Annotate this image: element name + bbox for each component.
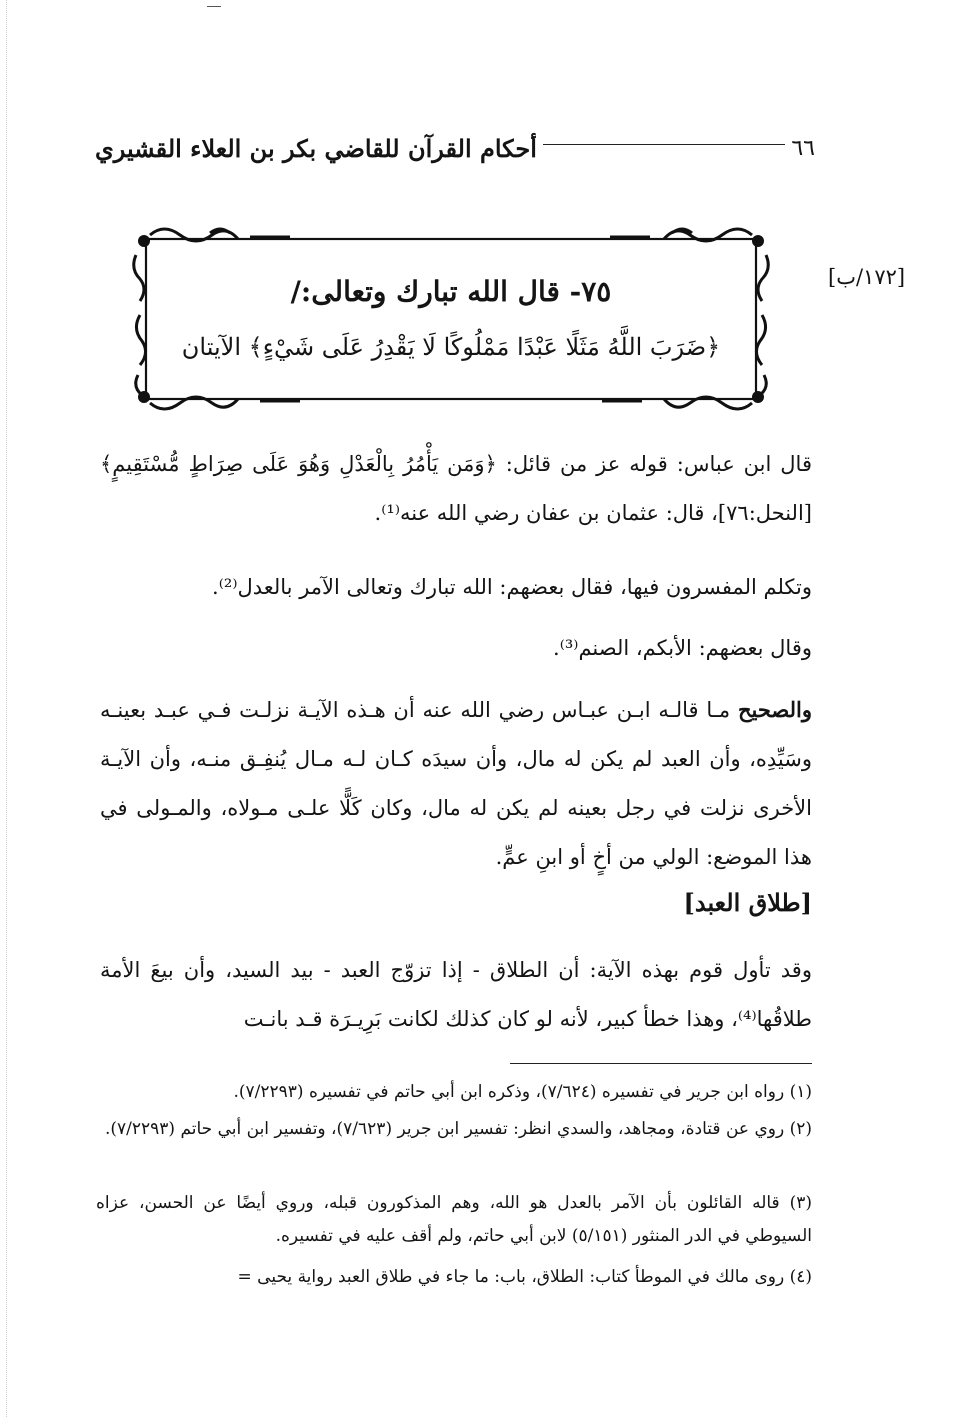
scan-top-mark <box>207 6 221 7</box>
page-number: ٦٦ <box>791 135 815 161</box>
chapter-heading: ٧٥- قال الله تبارك وتعالى:/ <box>290 275 612 308</box>
quran-verse: ﴿ضَرَبَ اللَّهُ مَثَلًا عَبْدًا مَمْلُوكًا لَا يَقْدِرُ عَلَى شَيْءٍ﴾ الآيتان <box>181 333 721 361</box>
ornament-border-icon <box>130 225 772 413</box>
bold-lead-word: والصحيح <box>737 697 812 722</box>
section-subheading: [طلاق العبد] <box>683 888 812 917</box>
ornamental-frame <box>130 225 772 413</box>
footnote-3: (٣) قاله القائلون بأن الآمر بالعدل هو الله، وهم المذكورون قبله، وروي أيضًا عن الحسن، عزاه السيوطي في الدر المنثور (٥/١٥١) لابن أبي حاتم، ولم أقف عليه في تفسيره. <box>96 1193 812 1246</box>
paragraph-divorce-of-slave: وقد تأول قوم بهذه الآية: أن الطلاق - إذا تزوّج العبد - بيد السيد، وأن بيعَ الأمة طلاقُها⁽⁴⁾، وهذا خطأ كبير، لأنه لو كان كذلك لكانت بَرِيـرَة قـد بانـت <box>100 958 812 1031</box>
paragraph-correct-view-text: مـا قالـه ابـن عبـاس رضي الله عنه أن هـذه الآيـة نزلـت فـي عبـد بعينـه وسَيِّدِه، وأن العبد لم يكن له مال، وأن سيدَه كـان لـه مـال يُنفِـق منـه، وأن الآيـة الأخرى نزلت في رجل بعينه لم يكن له مال، وكان كَلًّا علـى مـولاه، والمـولى في هذا الموضع: الولي من أخٍ أو ابنِ عمٍّ. <box>100 698 812 869</box>
header-rule <box>543 144 785 145</box>
footnote-4: (٤) روى مالك في الموطأ كتاب: الطلاق، باب: ما جاء في طلاق العبد رواية يحيى = <box>237 1267 812 1287</box>
paragraph-commentators: وتكلم المفسرون فيها، فقال بعضهم: الله تبارك وتعالى الآمر بالعدل⁽²⁾. <box>212 575 812 599</box>
paragraph-ibn-abbas: قال ابن عباس: قوله عز من قائل: ﴿وَمَن يَأْمُرُ بِالْعَدْلِ وَهُوَ عَلَى صِرَاطٍ مُّسْتَقِيمٍ﴾ [النحل:٧٦]، قال: عثمان بن عفان رضي الله عنه⁽¹⁾. <box>100 452 812 525</box>
manuscript-folio-reference: [١٧٢/ب] <box>828 265 906 289</box>
paragraph-some-said: وقال بعضهم: الأبكم، الصنم⁽³⁾. <box>553 636 812 660</box>
paragraph-correct-view <box>100 685 812 882</box>
book-title: أحكام القرآن للقاضي بكر بن العلاء القشيري <box>95 133 537 163</box>
scan-edge-mark <box>6 0 7 1417</box>
running-header <box>95 128 815 168</box>
footnote-separator <box>510 1063 812 1064</box>
footnote-1: (١) رواه ابن جرير في تفسيره (٧/٦٢٤)، وذكره ابن أبي حاتم في تفسيره (٧/٢٢٩٣). <box>233 1082 812 1102</box>
footnote-2: (٢) روي عن قتادة، ومجاهد، والسدي انظر: تفسير ابن جرير (٧/٦٢٣)، وتفسير ابن أبي حاتم (٧/٢٢٩٣). <box>104 1119 812 1139</box>
